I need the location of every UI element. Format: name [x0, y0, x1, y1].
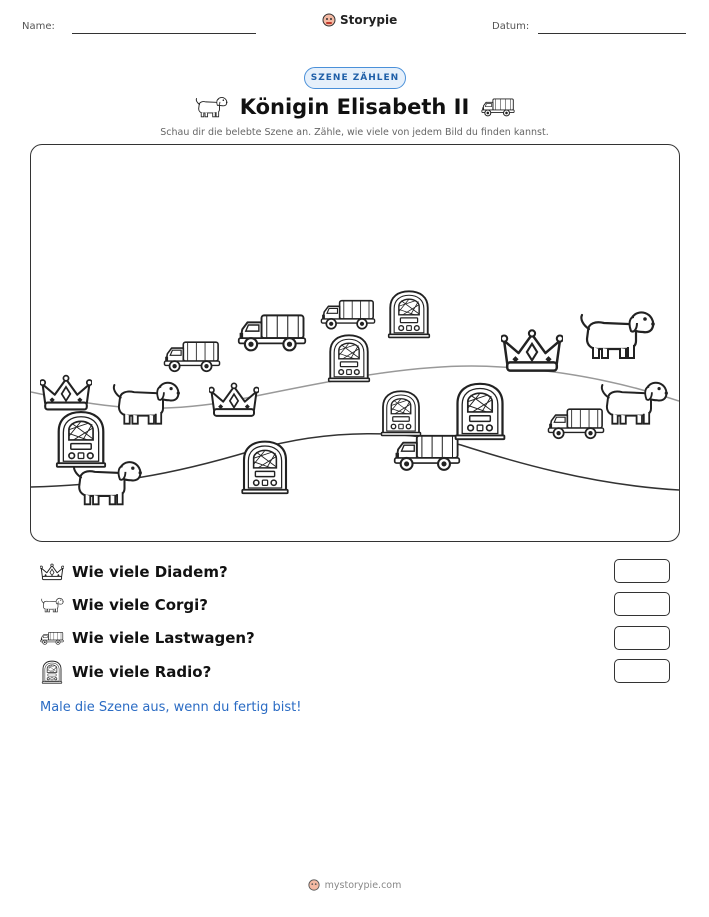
- answer-box-crowns[interactable]: [614, 559, 670, 583]
- question-text: Wie viele Diadem?: [72, 563, 228, 581]
- corgi-icon: [40, 594, 64, 616]
- question-text: Wie viele Corgi?: [72, 596, 209, 614]
- question-trucks: [40, 626, 255, 650]
- radio-icon: [325, 333, 373, 383]
- name-field[interactable]: [72, 33, 256, 34]
- date-label: Datum:: [492, 21, 530, 32]
- scene-count-badge: SZENE ZÄHLEN: [304, 67, 406, 89]
- storypie-logo-icon: [308, 879, 320, 891]
- question-text: Wie viele Lastwagen?: [72, 629, 255, 647]
- footer-url[interactable]: mystorypie.com: [324, 879, 402, 891]
- date-field[interactable]: [538, 33, 686, 34]
- crown-icon: [209, 381, 259, 419]
- truck-icon: [163, 337, 221, 375]
- page-title-row: [0, 92, 709, 122]
- coloring-note: Male die Szene aus, wenn du fertig bist!: [40, 700, 302, 715]
- answer-box-corgis[interactable]: [614, 592, 670, 616]
- truck-icon: [481, 95, 515, 119]
- page-title: Königin Elisabeth II: [239, 95, 470, 119]
- question-radios: [40, 660, 211, 684]
- corgi-icon: [109, 377, 181, 429]
- crown-icon: [40, 373, 92, 413]
- crown-icon: [501, 328, 563, 374]
- radio-icon: [379, 389, 423, 437]
- corgi-icon: [194, 95, 228, 119]
- question-corgis: [40, 593, 208, 617]
- footer: [0, 879, 709, 891]
- truck-icon: [547, 403, 605, 443]
- truck-icon: [40, 627, 64, 649]
- corgi-icon: [597, 377, 669, 429]
- brand-logo: [322, 13, 397, 27]
- radio-icon: [239, 439, 291, 495]
- storypie-logo-icon: [322, 13, 336, 27]
- instructions: Schau dir die belebte Szene an. Zähle, wie viele von jedem Bild du finden kannst.: [160, 127, 549, 138]
- radio-icon: [453, 381, 507, 441]
- answer-box-trucks[interactable]: [614, 626, 670, 650]
- question-crowns: [40, 560, 228, 584]
- truck-icon: [320, 295, 376, 333]
- corgi-icon: [576, 307, 656, 363]
- truck-icon: [237, 309, 307, 355]
- counting-scene: [30, 144, 680, 542]
- crown-icon: [40, 561, 64, 583]
- radio-icon: [387, 289, 431, 339]
- radio-icon: [55, 409, 107, 469]
- answer-box-radios[interactable]: [614, 659, 670, 683]
- radio-icon: [40, 660, 64, 684]
- name-label: Name:: [22, 21, 55, 32]
- question-text: Wie viele Radio?: [72, 663, 212, 681]
- brand-name: Storypie: [340, 13, 398, 27]
